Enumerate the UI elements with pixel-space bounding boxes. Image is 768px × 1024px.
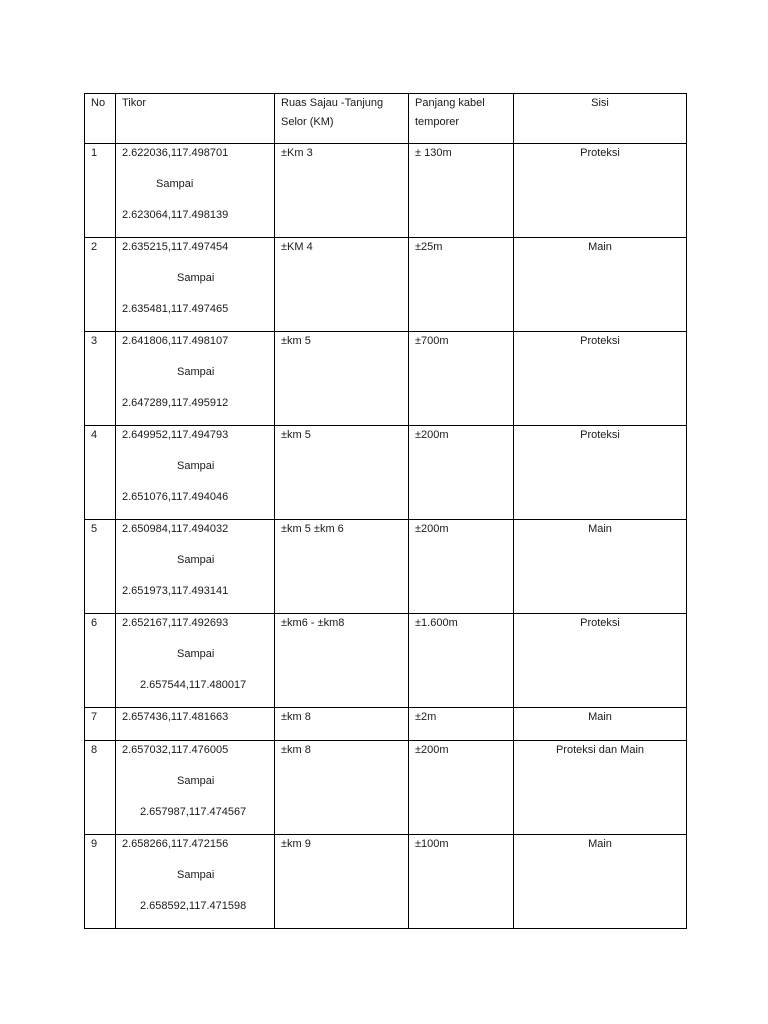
cell-panjang <box>409 741 514 835</box>
coord-sampai: Sampai <box>177 554 215 566</box>
coord-from: 2.641806,117.498107 <box>122 335 229 347</box>
coord-sampai: Sampai <box>177 366 215 378</box>
panjang-value: ±2m <box>415 711 437 723</box>
row-number: 4 <box>91 429 98 441</box>
cell-panjang <box>409 708 514 741</box>
ruas-value: ±km 9 <box>281 838 311 850</box>
coord-sampai: Sampai <box>156 178 194 190</box>
cell-sisi <box>514 426 687 520</box>
cell-tikor <box>116 835 275 929</box>
cell-ruas <box>275 741 409 835</box>
coord-sampai: Sampai <box>177 869 215 881</box>
cell-ruas <box>275 144 409 238</box>
panjang-value: ±200m <box>415 523 449 535</box>
coord-sampai: Sampai <box>177 775 215 787</box>
cell-panjang <box>409 238 514 332</box>
header-panjang <box>409 94 514 144</box>
cell-ruas <box>275 332 409 426</box>
cell-no <box>85 741 116 835</box>
table-row <box>85 238 687 332</box>
table-row <box>85 426 687 520</box>
header-tikor-text: Tikor <box>122 97 147 109</box>
table-row <box>85 332 687 426</box>
row-number: 1 <box>91 147 98 159</box>
coord-to: 2.657987,117.474567 <box>140 806 247 818</box>
ruas-value: ±KM 4 <box>281 241 313 253</box>
sisi-value: Main <box>588 241 612 253</box>
cell-no <box>85 144 116 238</box>
coord-to: 2.658592,117.471598 <box>140 900 247 912</box>
header-ruas <box>275 94 409 144</box>
coord-sampai: Sampai <box>177 460 215 472</box>
coord-from: 2.658266,117.472156 <box>122 838 229 850</box>
cell-tikor <box>116 614 275 708</box>
cell-panjang <box>409 835 514 929</box>
panjang-value: ±25m <box>415 241 443 253</box>
coord-from: 2.622036,117.498701 <box>122 147 229 159</box>
coord-from: 2.652167,117.492693 <box>122 617 229 629</box>
cell-ruas <box>275 835 409 929</box>
cell-sisi <box>514 144 687 238</box>
coord-to: 2.651973,117.493141 <box>122 585 229 597</box>
panjang-value: ±200m <box>415 744 449 756</box>
coord-from: 2.649952,117.494793 <box>122 429 229 441</box>
table-row <box>85 835 687 929</box>
row-number: 8 <box>91 744 98 756</box>
cell-tikor <box>116 708 275 741</box>
sisi-value: Proteksi <box>580 335 620 347</box>
sisi-value: Proteksi <box>580 617 620 629</box>
row-number: 6 <box>91 617 98 629</box>
cell-no <box>85 708 116 741</box>
header-no-text: No <box>91 97 106 109</box>
header-panjang-line2: temporer <box>415 116 460 128</box>
coord-from: 2.635215,117.497454 <box>122 241 229 253</box>
sisi-value: Proteksi <box>580 429 620 441</box>
cell-no <box>85 520 116 614</box>
cell-sisi <box>514 614 687 708</box>
sisi-value: Proteksi dan Main <box>555 744 645 756</box>
cell-ruas <box>275 708 409 741</box>
table-row <box>85 144 687 238</box>
cell-tikor <box>116 426 275 520</box>
cell-tikor <box>116 520 275 614</box>
header-tikor <box>116 94 275 144</box>
table-row <box>85 614 687 708</box>
cell-ruas <box>275 520 409 614</box>
cell-panjang <box>409 332 514 426</box>
cell-sisi <box>514 741 687 835</box>
cell-tikor <box>116 741 275 835</box>
ruas-value: ±km 5 <box>281 429 311 441</box>
ruas-value: ±km 8 <box>281 744 311 756</box>
sisi-value: Proteksi <box>580 147 620 159</box>
row-number: 7 <box>91 711 98 723</box>
cell-ruas <box>275 614 409 708</box>
sisi-value: Main <box>588 523 612 535</box>
cell-no <box>85 426 116 520</box>
coord-to: 2.635481,117.497465 <box>122 303 229 315</box>
cell-panjang <box>409 520 514 614</box>
ruas-value: ±Km 3 <box>281 147 313 159</box>
header-panjang-line1: Panjang kabel <box>415 97 485 109</box>
coord-to: 2.657544,117.480017 <box>140 679 247 691</box>
coord-sampai: Sampai <box>177 272 215 284</box>
cell-tikor <box>116 332 275 426</box>
ruas-value: ±km6 - ±km8 <box>281 617 345 629</box>
panjang-value: ±100m <box>415 838 449 850</box>
table-row <box>85 520 687 614</box>
header-sisi <box>514 94 687 144</box>
cable-table <box>84 93 687 929</box>
sisi-value: Main <box>588 838 612 850</box>
cell-ruas <box>275 238 409 332</box>
row-number: 3 <box>91 335 98 347</box>
panjang-value: ±200m <box>415 429 449 441</box>
cell-no <box>85 614 116 708</box>
cell-panjang <box>409 426 514 520</box>
ruas-value: ±km 5 ±km 6 <box>281 523 344 535</box>
table-header-row <box>85 94 687 144</box>
row-number: 5 <box>91 523 98 535</box>
row-number: 2 <box>91 241 98 253</box>
coord-to: 2.651076,117.494046 <box>122 491 229 503</box>
panjang-value: ± 130m <box>415 147 452 159</box>
cell-sisi <box>514 332 687 426</box>
cell-ruas <box>275 426 409 520</box>
cell-tikor <box>116 144 275 238</box>
ruas-value: ±km 5 <box>281 335 311 347</box>
cell-panjang <box>409 144 514 238</box>
cell-tikor <box>116 238 275 332</box>
cell-no <box>85 332 116 426</box>
table-row <box>85 708 687 741</box>
cell-no <box>85 238 116 332</box>
row-number: 9 <box>91 838 98 850</box>
cell-sisi <box>514 520 687 614</box>
cell-sisi <box>514 708 687 741</box>
panjang-value: ±1.600m <box>415 617 458 629</box>
coord-to: 2.647289,117.495912 <box>122 397 229 409</box>
coord-from: 2.650984,117.494032 <box>122 523 229 535</box>
panjang-value: ±700m <box>415 335 449 347</box>
cell-sisi <box>514 835 687 929</box>
header-ruas-line1: Ruas Sajau -Tanjung <box>281 97 384 109</box>
header-no <box>85 94 116 144</box>
ruas-value: ±km 8 <box>281 711 311 723</box>
coord-from: 2.657032,117.476005 <box>122 744 229 756</box>
header-sisi-text: Sisi <box>591 97 609 109</box>
cell-sisi <box>514 238 687 332</box>
coord-from: 2.657436,117.481663 <box>122 711 229 723</box>
cell-no <box>85 835 116 929</box>
sisi-value: Main <box>588 711 612 723</box>
cell-panjang <box>409 614 514 708</box>
coord-sampai: Sampai <box>177 648 215 660</box>
table-row <box>85 741 687 835</box>
header-ruas-line2: Selor (KM) <box>281 116 334 128</box>
coord-to: 2.623064,117.498139 <box>122 209 229 221</box>
